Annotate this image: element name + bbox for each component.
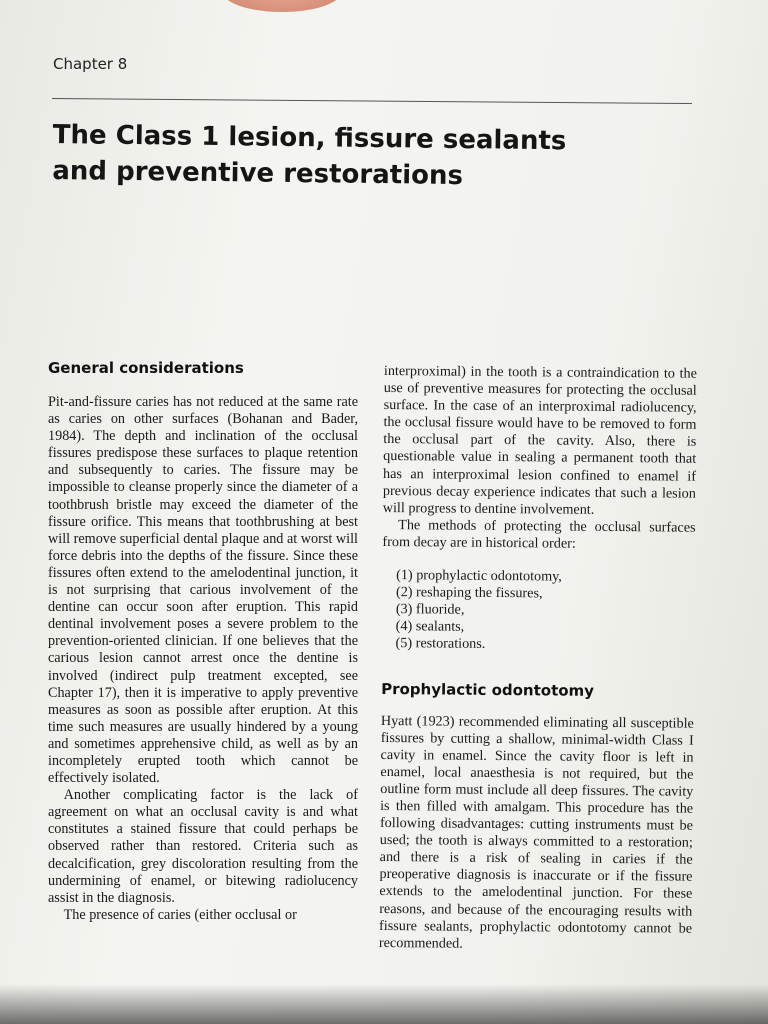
right-column <box>379 363 697 955</box>
header-rule <box>52 98 692 104</box>
chapter-title-line-2: and preventive restorations <box>52 155 464 192</box>
methods-list <box>395 567 695 655</box>
paragraph: Hyatt (1923) recommended eliminating all susceptible fissures by cutting a shallow, minimal-width Class I cavity in enamel. Since the cavity floor is left in enamel, local anaesthesia is not required, but the outline form must include all deep fissures. The cavity is then filled with amalgam. This procedure has the following disadvantages: cutting instruments must be used; the tooth is always committed to a restoration; and there is a risk of sealing in caries if the preoperative diagnosis is inaccurate or if the fissure extends to the amelodentinal junction. For these reasons, and because of the encouraging results with fissure sealants, prophylactic odontotomy cannot be recommended. <box>378 712 694 952</box>
chapter-label: Chapter 8 <box>53 55 128 73</box>
bottom-shadow <box>0 984 768 1024</box>
list-item: (2) reshaping the fissures, <box>395 584 543 602</box>
finger-edge <box>222 0 342 12</box>
list-item: (1) prophylactic odontotomy, <box>396 567 562 585</box>
section-heading-general: General considerations <box>48 359 244 377</box>
paragraph: The presence of caries (either occlusal or <box>63 906 297 923</box>
paragraph: The methods of protecting the occlusal surfaces from decay are in historical order: <box>382 516 696 552</box>
paragraph: interproximal) in the tooth is a contraindication to the use of preventive measures for protecting the occlusal surface. In the case of an interproximal radiolucency, the occlusal fissure would have to be removed to form the occlusal part of the cavity. Also, there is questionable value in sealing a permanent tooth that has an interproximal lesion confined to enamel if previous decay experience indicates that such a lesion will progress to dentine involvement. <box>382 363 697 518</box>
chapter-title-line-1: The Class 1 lesion, fissure sealants <box>52 119 567 157</box>
left-column <box>48 358 358 924</box>
list-item: (5) restorations. <box>395 635 486 653</box>
section-heading-odontotomy: Prophylactic odontotomy <box>381 679 595 700</box>
list-item: (3) fluoride, <box>395 601 465 618</box>
list-item: (4) sealants, <box>395 618 465 636</box>
paragraph: Pit-and-fissure caries has not reduced at the same rate as caries on other surfaces (Bohanan and Bader, 1984). The depth and inclination of the occlusal fissures predispose these surfaces to plaque retention and subsequently to caries. The fissure may be impossible to cleanse properly since the diameter of a toothbrush bristle may exceed the diameter of the fissure orifice. This means that toothbrushing at best will remove superficial dental plaque and at worst will force debris into the depths of the fissure. Since these fissures often extend to the amelodentinal junction, it is not surprising that carious involvement of the dentine can occur soon after eruption. This rapid dentinal involvement poses a severe problem to the prevention-oriented clinician. If one believes that the carious lesion cannot arrest once the dentine is involved (indirect pulp treatment excepted, see Chapter 17), then it is imperative to apply preventive measures as soon as possible after eruption. At this time such measures are usually hindered by a young and sometimes apprehensive child, as well as by an incompletely erupted tooth which cannot be effectively isolated. <box>48 394 358 787</box>
paragraph: Another complicating factor is the lack of agreement on what an occlusal cavity is and what constitutes a stained fissure that could perhaps be observed rather than restored. Criteria such as decalcification, grey discoloration resulting from the undermining of enamel, or bitewing radiolucency assist in the diagnosis. <box>48 787 358 906</box>
chapter-title <box>52 117 693 197</box>
